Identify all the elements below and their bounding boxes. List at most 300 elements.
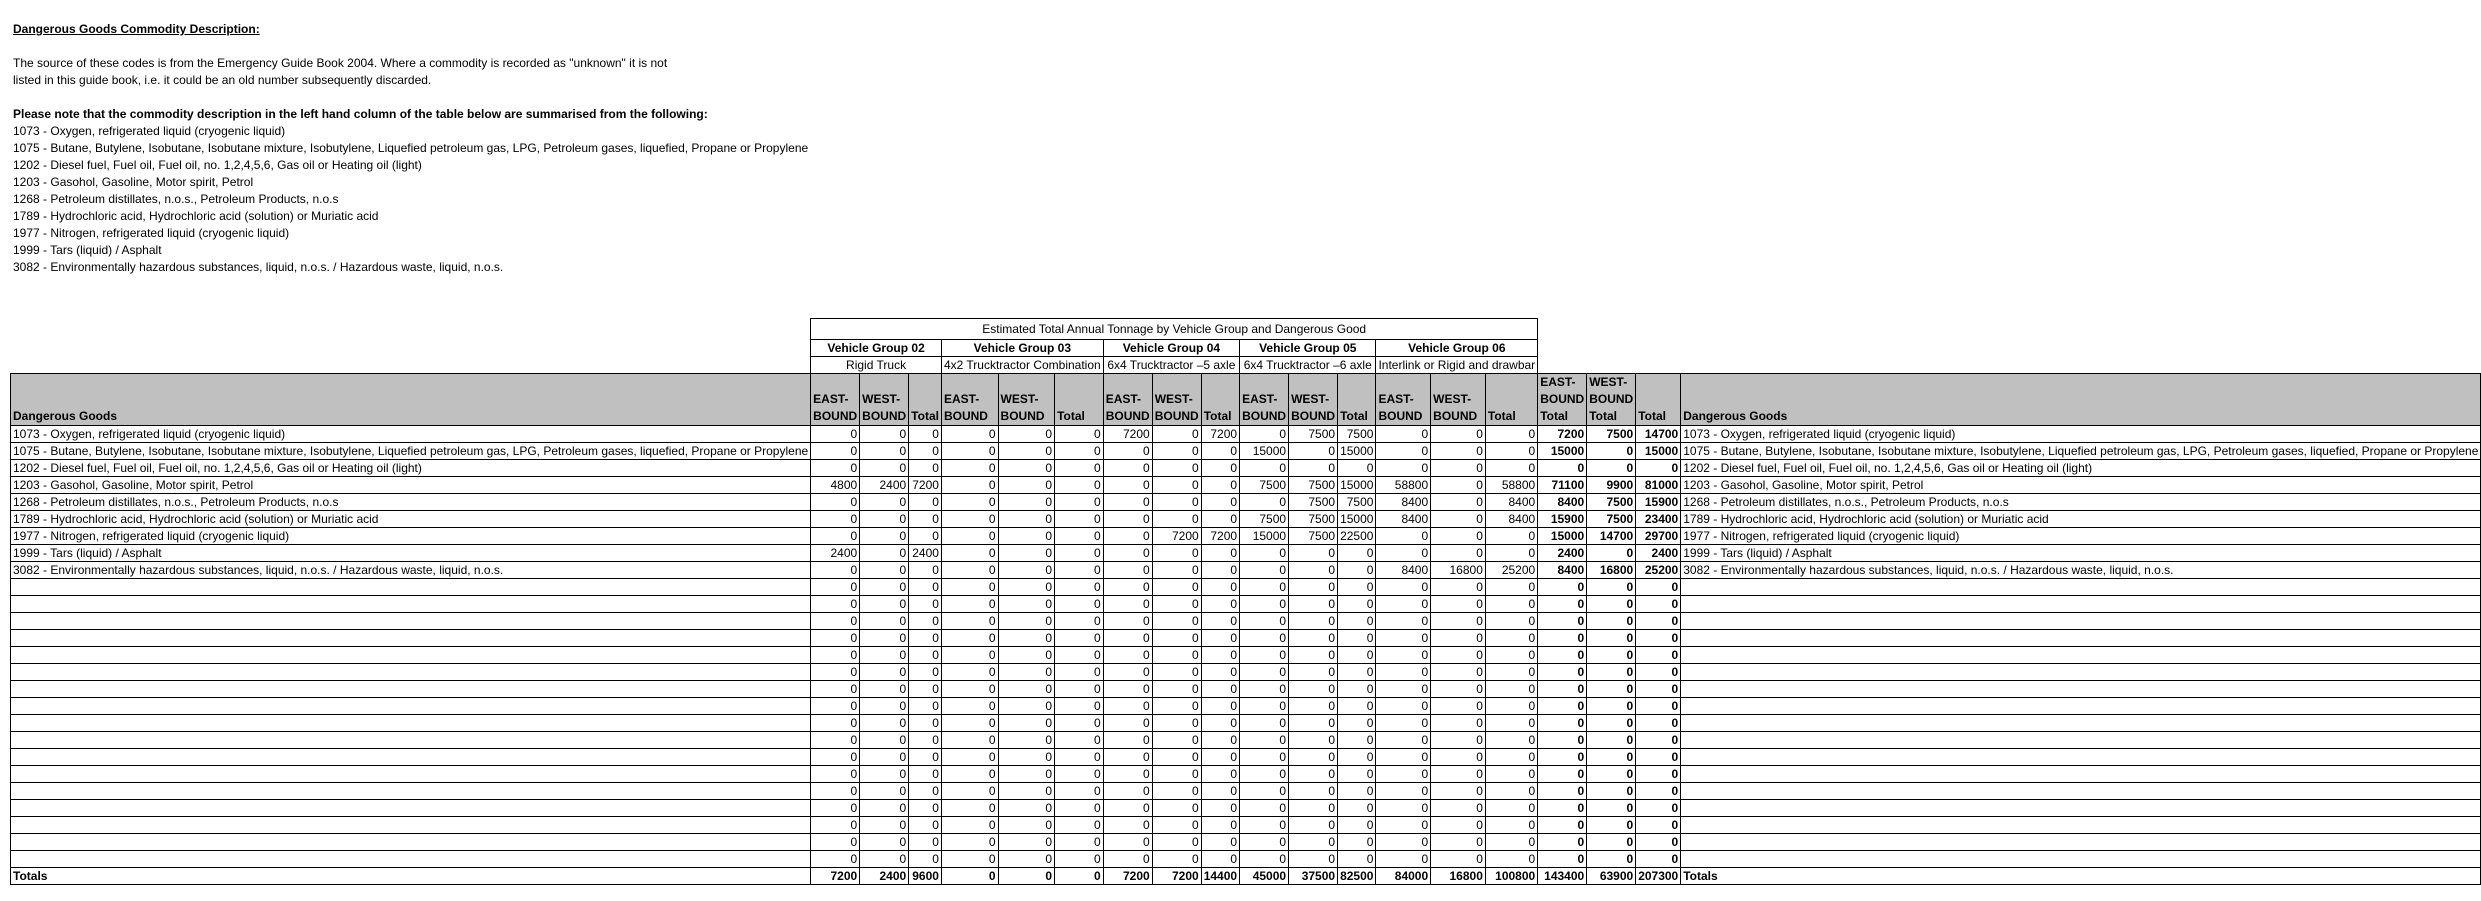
row-label-right [1681, 715, 2481, 732]
value-cell: 8400 [1376, 494, 1431, 511]
row-total-cell: 2400 [1538, 545, 1587, 562]
value-cell: 0 [909, 698, 942, 715]
value-cell: 58800 [1376, 477, 1431, 494]
value-cell: 0 [1201, 545, 1239, 562]
value-cell: 0 [1201, 851, 1239, 868]
value-cell: 0 [1431, 630, 1486, 647]
value-cell: 0 [1055, 647, 1104, 664]
value-cell: 0 [811, 426, 860, 443]
value-cell: 0 [860, 613, 909, 630]
row-total-cell: 71100 [1538, 477, 1587, 494]
value-cell: 0 [1055, 443, 1104, 460]
row-label [11, 715, 811, 732]
value-cell: 0 [1338, 630, 1376, 647]
table-row [11, 545, 2481, 562]
totals-value-cell: 16800 [1431, 868, 1486, 885]
row-label-right: 3082 - Environmentally hazardous substances, liquid, n.o.s. / Hazardous waste, liquid, n.o.s. [1681, 562, 2481, 579]
value-cell: 0 [941, 562, 998, 579]
value-cell: 0 [1485, 732, 1537, 749]
value-cell: 0 [811, 817, 860, 834]
grand-total-cell: 143400 [1538, 868, 1587, 885]
row-label-right [1681, 749, 2481, 766]
row-total-cell: 0 [1538, 596, 1587, 613]
value-cell: 0 [811, 613, 860, 630]
value-cell: 0 [1338, 817, 1376, 834]
vehicle-group-desc: Rigid Truck [811, 357, 942, 374]
row-total-cell: 0 [1538, 715, 1587, 732]
value-cell: 0 [1376, 664, 1431, 681]
table-row [11, 443, 2481, 460]
value-cell: 0 [941, 715, 998, 732]
row-total-cell: 0 [1538, 664, 1587, 681]
value-cell: 0 [941, 647, 998, 664]
blank-cell [1587, 340, 1636, 357]
totals-value-cell: 82500 [1338, 868, 1376, 885]
value-cell: 0 [1431, 494, 1486, 511]
value-cell: 0 [811, 630, 860, 647]
value-cell: 0 [1055, 783, 1104, 800]
row-label: 1075 - Butane, Butylene, Isobutane, Isobutane mixture, Isobutylene, Liquefied petroleum gas, LPG, Petroleum gases, liquefied, Propane or Propylene [11, 443, 811, 460]
value-cell: 0 [1201, 477, 1239, 494]
value-cell: 0 [998, 596, 1055, 613]
value-cell: 0 [1240, 834, 1289, 851]
value-cell: 0 [860, 800, 909, 817]
value-cell: 0 [1103, 681, 1152, 698]
row-total-cell: 0 [1538, 681, 1587, 698]
value-cell: 0 [1103, 528, 1152, 545]
row-label-right: 1789 - Hydrochloric acid, Hydrochloric acid (solution) or Muriatic acid [1681, 511, 2481, 528]
value-cell: 0 [1485, 460, 1537, 477]
row-total-cell: 0 [1636, 800, 1681, 817]
value-cell: 0 [1338, 766, 1376, 783]
row-label-right: 1977 - Nitrogen, refrigerated liquid (cryogenic liquid) [1681, 528, 2481, 545]
row-label-right [1681, 647, 2481, 664]
totals-value-cell: 37500 [1289, 868, 1338, 885]
value-cell: 0 [1338, 783, 1376, 800]
row-total-cell: 0 [1636, 698, 1681, 715]
value-cell: 0 [1201, 562, 1239, 579]
value-cell: 2400 [811, 545, 860, 562]
value-cell: 0 [998, 511, 1055, 528]
value-cell: 7200 [909, 477, 942, 494]
value-cell: 0 [1103, 647, 1152, 664]
value-cell: 58800 [1485, 477, 1537, 494]
row-total-cell: 0 [1538, 766, 1587, 783]
table-title: Estimated Total Annual Tonnage by Vehicle Group and Dangerous Good [811, 319, 1538, 340]
commodity-code-item: 1202 - Diesel fuel, Fuel oil, Fuel oil, no. 1,2,4,5,6, Gas oil or Heating oil (light) [13, 158, 422, 172]
value-cell: 0 [1485, 545, 1537, 562]
table-row [11, 766, 2481, 783]
value-cell: 0 [1431, 800, 1486, 817]
row-total-cell: 0 [1587, 681, 1636, 698]
value-cell: 7200 [1152, 528, 1201, 545]
row-label [11, 579, 811, 596]
vehicle-group-name: Vehicle Group 05 [1240, 340, 1376, 357]
value-cell: 0 [1152, 511, 1201, 528]
value-cell: 0 [1289, 630, 1338, 647]
table-row [11, 647, 2481, 664]
value-cell: 0 [1240, 749, 1289, 766]
value-cell: 0 [1055, 834, 1104, 851]
table-row [11, 834, 2481, 851]
value-cell: 0 [1152, 596, 1201, 613]
column-header-west: WEST-BOUND [860, 374, 909, 426]
row-total-cell: 0 [1538, 613, 1587, 630]
row-total-cell: 0 [1636, 579, 1681, 596]
value-cell: 0 [811, 834, 860, 851]
row-label-right [1681, 851, 2481, 868]
value-cell: 0 [941, 613, 998, 630]
value-cell: 0 [941, 494, 998, 511]
value-cell: 0 [1376, 613, 1431, 630]
row-total-cell: 14700 [1636, 426, 1681, 443]
column-header-grand-total: Total [1636, 374, 1681, 426]
source-text-line-1: The source of these codes is from the Emergency Guide Book 2004. Where a commodity is recorded as "unknown" it is not [13, 56, 668, 70]
value-cell: 0 [1289, 664, 1338, 681]
row-label [11, 647, 811, 664]
value-cell: 0 [811, 562, 860, 579]
row-total-cell: 0 [1587, 715, 1636, 732]
value-cell: 7500 [1289, 477, 1338, 494]
value-cell: 0 [1338, 749, 1376, 766]
value-cell: 0 [1376, 732, 1431, 749]
value-cell: 0 [1431, 851, 1486, 868]
row-total-cell: 15000 [1636, 443, 1681, 460]
value-cell: 0 [998, 698, 1055, 715]
commodity-code-list [13, 123, 1213, 276]
column-header-goods: Dangerous Goods [11, 374, 811, 426]
row-total-cell: 14700 [1587, 528, 1636, 545]
value-cell: 0 [1103, 783, 1152, 800]
value-cell: 0 [941, 749, 998, 766]
value-cell: 0 [1289, 579, 1338, 596]
value-cell: 0 [1338, 460, 1376, 477]
row-label-right [1681, 698, 2481, 715]
row-total-cell: 0 [1538, 579, 1587, 596]
value-cell: 0 [1289, 732, 1338, 749]
value-cell: 0 [860, 851, 909, 868]
value-cell: 0 [1152, 681, 1201, 698]
value-cell: 0 [1485, 749, 1537, 766]
value-cell: 2400 [860, 477, 909, 494]
value-cell: 0 [909, 528, 942, 545]
value-cell: 0 [860, 443, 909, 460]
value-cell: 0 [1152, 851, 1201, 868]
table-row [11, 715, 2481, 732]
value-cell: 0 [1289, 460, 1338, 477]
totals-value-cell: 0 [941, 868, 998, 885]
column-header-total: Total [1055, 374, 1104, 426]
value-cell: 0 [860, 562, 909, 579]
value-cell: 0 [909, 443, 942, 460]
totals-value-cell: 2400 [860, 868, 909, 885]
vehicle-group-desc: 6x4 Trucktractor –5 axle [1103, 357, 1239, 374]
blank-cell [1587, 319, 1636, 340]
table-row [11, 426, 2481, 443]
value-cell: 0 [941, 664, 998, 681]
value-cell: 0 [1485, 596, 1537, 613]
table-row [11, 749, 2481, 766]
value-cell: 0 [909, 613, 942, 630]
grand-total-cell: 207300 [1636, 868, 1681, 885]
value-cell: 0 [941, 800, 998, 817]
blank-cell [1538, 319, 1587, 340]
row-total-cell: 0 [1587, 817, 1636, 834]
value-cell: 0 [1201, 494, 1239, 511]
value-cell: 0 [1240, 613, 1289, 630]
column-header-west: WEST-BOUND [1431, 374, 1486, 426]
value-cell: 0 [998, 800, 1055, 817]
value-cell: 0 [811, 596, 860, 613]
value-cell: 0 [1240, 817, 1289, 834]
row-total-cell: 7500 [1587, 494, 1636, 511]
row-total-cell: 0 [1636, 715, 1681, 732]
value-cell: 0 [909, 766, 942, 783]
value-cell: 0 [1201, 766, 1239, 783]
value-cell: 0 [1103, 800, 1152, 817]
totals-value-cell: 7200 [811, 868, 860, 885]
value-cell: 0 [1152, 749, 1201, 766]
row-total-cell: 0 [1587, 545, 1636, 562]
value-cell: 0 [860, 749, 909, 766]
value-cell: 0 [941, 630, 998, 647]
value-cell: 16800 [1431, 562, 1486, 579]
value-cell: 0 [1103, 817, 1152, 834]
value-cell: 0 [1376, 851, 1431, 868]
value-cell: 0 [1152, 698, 1201, 715]
value-cell: 0 [1338, 732, 1376, 749]
value-cell: 7500 [1338, 426, 1376, 443]
row-total-cell: 23400 [1636, 511, 1681, 528]
value-cell: 0 [1201, 596, 1239, 613]
value-cell: 0 [998, 545, 1055, 562]
row-total-cell: 0 [1636, 851, 1681, 868]
value-cell: 0 [1289, 596, 1338, 613]
value-cell: 0 [811, 851, 860, 868]
row-total-cell: 0 [1587, 851, 1636, 868]
value-cell: 0 [1055, 579, 1104, 596]
totals-value-cell: 84000 [1376, 868, 1431, 885]
value-cell: 0 [1201, 579, 1239, 596]
commodity-code-item: 1999 - Tars (liquid) / Asphalt [13, 243, 162, 257]
row-label-right [1681, 800, 2481, 817]
value-cell: 0 [860, 596, 909, 613]
value-cell: 0 [1103, 664, 1152, 681]
row-label-right: 1999 - Tars (liquid) / Asphalt [1681, 545, 2481, 562]
value-cell: 0 [1338, 647, 1376, 664]
value-cell: 0 [1338, 562, 1376, 579]
row-label [11, 596, 811, 613]
blank-cell [11, 319, 811, 340]
value-cell: 0 [1201, 817, 1239, 834]
table-row [11, 698, 2481, 715]
value-cell: 4800 [811, 477, 860, 494]
value-cell: 0 [1338, 851, 1376, 868]
value-cell: 0 [811, 749, 860, 766]
value-cell: 0 [1201, 647, 1239, 664]
row-label [11, 664, 811, 681]
value-cell: 15000 [1338, 477, 1376, 494]
value-cell: 0 [1103, 715, 1152, 732]
totals-value-cell: 9600 [909, 868, 942, 885]
value-cell: 0 [860, 817, 909, 834]
value-cell: 0 [1376, 681, 1431, 698]
value-cell: 0 [1240, 630, 1289, 647]
row-label: 1999 - Tars (liquid) / Asphalt [11, 545, 811, 562]
value-cell: 0 [909, 817, 942, 834]
value-cell: 0 [1240, 732, 1289, 749]
value-cell: 0 [941, 511, 998, 528]
row-total-cell: 0 [1538, 749, 1587, 766]
column-header-west: WEST-BOUND [1289, 374, 1338, 426]
vehicle-group-name: Vehicle Group 02 [811, 340, 942, 357]
row-total-cell: 0 [1587, 664, 1636, 681]
value-cell: 0 [1485, 834, 1537, 851]
value-cell: 0 [1289, 443, 1338, 460]
row-total-cell: 0 [1636, 834, 1681, 851]
value-cell: 0 [1485, 817, 1537, 834]
value-cell: 0 [1240, 545, 1289, 562]
value-cell: 0 [1376, 443, 1431, 460]
table-row [11, 579, 2481, 596]
value-cell: 15000 [1240, 528, 1289, 545]
value-cell: 0 [1376, 528, 1431, 545]
value-cell: 0 [1201, 715, 1239, 732]
value-cell: 0 [1338, 613, 1376, 630]
value-cell: 0 [1055, 528, 1104, 545]
value-cell: 0 [1201, 749, 1239, 766]
value-cell: 0 [941, 817, 998, 834]
value-cell: 0 [860, 579, 909, 596]
value-cell: 0 [909, 596, 942, 613]
blank-cell [1538, 357, 1587, 374]
value-cell: 0 [1240, 766, 1289, 783]
value-cell: 0 [941, 443, 998, 460]
commodity-code-item: 3082 - Environmentally hazardous substances, liquid, n.o.s. / Hazardous waste, liquid, n.o.s. [13, 260, 504, 274]
totals-row [11, 868, 2481, 885]
value-cell: 0 [1103, 732, 1152, 749]
column-header-total: Total [909, 374, 942, 426]
totals-label-right: Totals [1681, 868, 2481, 885]
column-header-east: EAST-BOUND [1103, 374, 1152, 426]
row-label-right [1681, 834, 2481, 851]
source-text-line-2: listed in this guide book, i.e. it could be an old number subsequently discarded. [13, 73, 432, 87]
value-cell: 0 [860, 494, 909, 511]
value-cell: 0 [998, 749, 1055, 766]
commodity-code-item: 1268 - Petroleum distillates, n.o.s., Petroleum Products, n.o.s [13, 192, 339, 206]
value-cell: 15000 [1338, 443, 1376, 460]
row-total-cell: 0 [1587, 783, 1636, 800]
value-cell: 0 [1289, 783, 1338, 800]
row-total-cell: 0 [1636, 647, 1681, 664]
value-cell: 0 [1338, 800, 1376, 817]
value-cell: 0 [1201, 630, 1239, 647]
vehicle-group-name: Vehicle Group 06 [1376, 340, 1538, 357]
intro-section [13, 20, 1213, 276]
row-label: 1073 - Oxygen, refrigerated liquid (cryogenic liquid) [11, 426, 811, 443]
value-cell: 7200 [1103, 426, 1152, 443]
value-cell: 0 [998, 613, 1055, 630]
summary-note: Please note that the commodity description in the left hand column of the table below are summarised from the following: [13, 107, 708, 121]
totals-value-cell: 100800 [1485, 868, 1537, 885]
value-cell: 0 [909, 579, 942, 596]
row-total-cell: 7200 [1538, 426, 1587, 443]
value-cell: 0 [1103, 596, 1152, 613]
value-cell: 0 [1485, 766, 1537, 783]
row-total-cell: 0 [1636, 630, 1681, 647]
value-cell: 0 [811, 460, 860, 477]
value-cell: 0 [998, 851, 1055, 868]
value-cell: 0 [909, 800, 942, 817]
value-cell: 0 [1431, 766, 1486, 783]
value-cell: 0 [1338, 834, 1376, 851]
value-cell: 0 [1055, 698, 1104, 715]
value-cell: 0 [1055, 562, 1104, 579]
value-cell: 0 [1376, 579, 1431, 596]
value-cell: 0 [1055, 800, 1104, 817]
value-cell: 0 [998, 834, 1055, 851]
value-cell: 0 [1431, 715, 1486, 732]
value-cell: 0 [941, 851, 998, 868]
value-cell: 0 [1376, 834, 1431, 851]
value-cell: 0 [1152, 834, 1201, 851]
value-cell: 0 [1055, 511, 1104, 528]
value-cell: 0 [941, 766, 998, 783]
value-cell: 0 [1152, 630, 1201, 647]
value-cell: 0 [1240, 783, 1289, 800]
value-cell: 0 [909, 647, 942, 664]
blank-cell [1681, 357, 2481, 374]
value-cell: 0 [1431, 681, 1486, 698]
value-cell: 0 [1431, 596, 1486, 613]
value-cell: 0 [811, 715, 860, 732]
row-label-right: 1268 - Petroleum distillates, n.o.s., Petroleum Products, n.o.s [1681, 494, 2481, 511]
value-cell: 0 [1240, 426, 1289, 443]
value-cell: 0 [1431, 426, 1486, 443]
value-cell: 0 [1055, 545, 1104, 562]
value-cell: 0 [941, 681, 998, 698]
blank-cell [1636, 340, 1681, 357]
value-cell: 0 [1431, 664, 1486, 681]
value-cell: 0 [1103, 511, 1152, 528]
value-cell: 7200 [1201, 426, 1239, 443]
row-total-cell: 0 [1636, 681, 1681, 698]
value-cell: 0 [1376, 817, 1431, 834]
row-total-cell: 0 [1538, 834, 1587, 851]
value-cell: 0 [1431, 817, 1486, 834]
value-cell: 0 [1289, 698, 1338, 715]
value-cell: 0 [1240, 698, 1289, 715]
value-cell: 0 [1431, 511, 1486, 528]
blank-cell [1681, 340, 2481, 357]
totals-value-cell: 7200 [1152, 868, 1201, 885]
table-row [11, 681, 2481, 698]
row-total-cell: 0 [1636, 732, 1681, 749]
value-cell: 0 [1240, 460, 1289, 477]
value-cell: 0 [1103, 579, 1152, 596]
value-cell: 0 [909, 511, 942, 528]
value-cell: 0 [811, 732, 860, 749]
value-cell: 0 [998, 579, 1055, 596]
value-cell: 0 [1289, 545, 1338, 562]
value-cell: 0 [998, 664, 1055, 681]
value-cell: 0 [1103, 613, 1152, 630]
value-cell: 0 [998, 647, 1055, 664]
row-label: 1268 - Petroleum distillates, n.o.s., Petroleum Products, n.o.s [11, 494, 811, 511]
value-cell: 0 [1055, 715, 1104, 732]
value-cell: 0 [941, 834, 998, 851]
column-header-east: EAST-BOUND [811, 374, 860, 426]
